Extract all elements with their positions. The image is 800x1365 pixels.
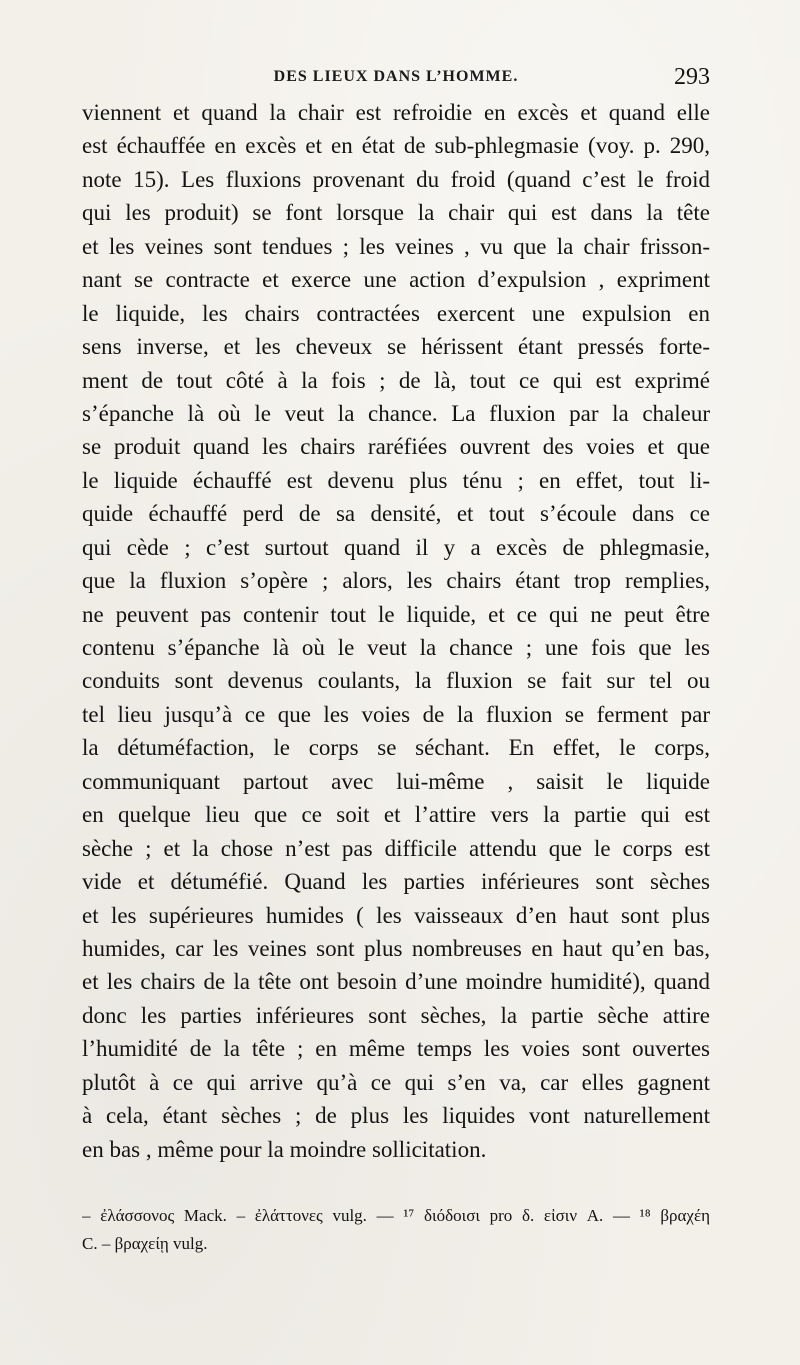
- text-line: qui les produit) se font lorsque la chair qui est dans la tête: [82, 200, 710, 226]
- text-line: note 15). Les fluxions provenant du froid (quand c’est le froid: [82, 166, 710, 192]
- text-line: vide et détuméfié. Quand les parties inférieures sont sèches: [82, 869, 710, 895]
- text-line: le liquide échauffé est devenu plus ténu ; en effet, tout li-: [82, 467, 710, 493]
- text-line: contenu s’épanche là où le veut la chance ; une fois que les: [82, 635, 710, 660]
- running-head: [82, 64, 710, 96]
- text-line: ne peuvent pas contenir tout le liquide, et ce qui ne peut être: [82, 601, 710, 627]
- page-number: 293: [674, 64, 710, 90]
- text-line: plutôt à ce qui arrive qu’à ce qui s’en va, car elles gagnent: [82, 1069, 710, 1095]
- text-line: que la fluxion s’opère ; alors, les chairs étant trop remplies,: [82, 568, 710, 594]
- text-line: l’humidité de la tête ; en même temps les voies sont ouvertes: [82, 1036, 710, 1062]
- text-line: s’épanche là où le veut la chance. La fluxion par la chaleur: [82, 400, 710, 426]
- text-line: qui cède ; c’est surtout quand il y a excès de phlegmasie,: [82, 534, 710, 560]
- text-line: se produit quand les chairs raréfiées ouvrent des voies et que: [82, 434, 710, 460]
- text-line: à cela, étant sèches ; de plus les liquides vont naturellement: [82, 1103, 710, 1129]
- text-line: ment de tout côté à la fois ; de là, tout ce qui est exprimé: [82, 367, 710, 393]
- text-line: en quelque lieu que ce soit et l’attire vers la partie qui est: [82, 802, 710, 828]
- text-line: et les chairs de la tête ont besoin d’une moindre humidité), quand: [82, 969, 710, 995]
- text-line: conduits sont devenus coulants, la fluxion se fait sur tel ou: [82, 668, 710, 694]
- text-line: humides, car les veines sont plus nombreuses en haut qu’en bas,: [82, 935, 710, 961]
- footnote-line: C. – βραχείῃ vulg.: [82, 1234, 208, 1253]
- text-line: communiquant partout avec lui-même , saisit le liquide: [82, 768, 710, 794]
- text-line: tel lieu jusqu’à ce que les voies de la fluxion se ferment par: [82, 701, 710, 727]
- text-line: donc les parties inférieures sont sèches, la partie sèche attire: [82, 1002, 710, 1028]
- text-line: le liquide, les chairs contractées exercent une expulsion en: [82, 300, 710, 326]
- text-line: et les veines sont tendues ; les veines , vu que la chair frisson-: [82, 233, 710, 259]
- text-line: viennent et quand la chair est refroidie en excès et quand elle: [82, 100, 710, 125]
- text-line: est échauffée en excès et en état de sub-phlegmasie (voy. p. 290,: [82, 133, 710, 159]
- text-line: et les supérieures humides ( les vaisseaux d’en haut sont plus: [82, 902, 710, 928]
- text-line: sèche ; et la chose n’est pas difficile attendu que le corps est: [82, 835, 710, 861]
- text-line: la détuméfaction, le corps se séchant. En effet, le corps,: [82, 735, 710, 761]
- text-line: sens inverse, et les cheveux se hérissent étant pressés forte-: [82, 334, 710, 360]
- footnote-line: – ἐλάσσονος Mack. – ἐλάττονες vulg. — ¹⁷ διόδοισι pro δ. εἰσιν A. — ¹⁸ βραχέη: [82, 1206, 710, 1225]
- text-line: nant se contracte et exerce une action d’expulsion , expriment: [82, 267, 710, 293]
- text-line: en bas , même pour la moindre sollicitation.: [82, 1136, 487, 1162]
- body-text: [82, 96, 710, 1166]
- running-title: DES LIEUX DANS L’HOMME.: [273, 68, 519, 85]
- footnotes: [82, 1202, 710, 1258]
- text-line: quide échauffé perd de sa densité, et tout s’écoule dans ce: [82, 501, 710, 527]
